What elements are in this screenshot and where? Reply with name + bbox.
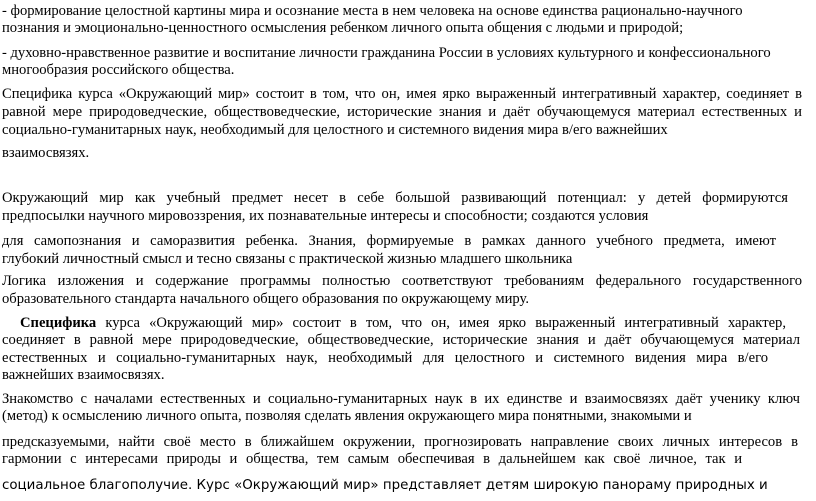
text-line: образовательного стандарта начального общего образования по окружающему миру. (2, 291, 529, 307)
text-line: равной мере природоведческие, обществоведческие, исторические знания и даёт обучающемуся материал естественных и (2, 104, 802, 120)
text-line: важнейших взаимосвязях. (2, 367, 165, 383)
text-line: глубокий личностный смысл и тесно связаны с практической жизнью младшего школьника (2, 251, 573, 267)
text-line: взаимосвязях. (2, 145, 90, 161)
text-line (20, 315, 786, 332)
text-line: познания и эмоционально-ценностного осмысления ребенком личного опыта общения с людьми и природой; (2, 20, 684, 36)
text-line: социально-гуманитарных наук, необходимый для целостного и системного видения мира в/его важнейших (2, 122, 668, 138)
text-line: предпосылки научного мировоззрения, их познавательные интересы и способности; создаются условия (2, 208, 649, 224)
text-line: гармонии с интересами природы и общества, тем самым обеспечивая в дальнейшем как своё личное, так и (2, 451, 742, 467)
bold-term: Специфика (20, 315, 97, 331)
text-line: - духовно-нравственное развитие и воспитание личности гражданина России в условиях культурного и конфессионального (2, 45, 771, 61)
text-line: соединяет в равной мере природоведческие, обществоведческие, исторические знания и даёт обучающемуся материал (2, 332, 800, 348)
text-line: многообразия российского общества. (2, 62, 235, 78)
text-line: Специфика курса «Окружающий мир» состоит в том, что он, имея ярко выраженный интегративный характер, соединяет в (2, 86, 802, 102)
text-line: (метод) к осмыслению личного опыта, позволяя сделать явления окружающего мира понятными, знакомыми и (2, 408, 692, 424)
text-line: социальное благополучие. Курс «Окружающий мир» представляет детям широкую панораму природных и (2, 478, 768, 493)
text-line: естественных и социально-гуманитарных наук, необходимый для целостного и системного видения мира в/его (2, 350, 768, 366)
text-span: курса «Окружающий мир» состоит в том, что он, имея ярко выраженный интегративный характер, (96, 315, 786, 331)
text-line: Знакомство с началами естественных и социально-гуманитарных наук в их единстве и взаимосвязях даёт ученику ключ (2, 391, 800, 407)
text-line: - формирование целостной картины мира и осознание места в нем человека на основе единства рационально-научного (2, 3, 743, 19)
text-line: Логика изложения и содержание программы полностью соответствуют требованиям федерального государственного (2, 273, 802, 289)
text-line: предсказуемыми, найти своё место в ближайшем окружении, прогнозировать направление своих личных интересов в (2, 434, 798, 450)
text-line: для самопознания и саморазвития ребенка. Знания, формируемые в рамках данного учебного предмета, имеют (2, 233, 776, 249)
text-line: Окружающий мир как учебный предмет несет в себе большой развивающий потенциал: у детей формируются (2, 190, 788, 206)
